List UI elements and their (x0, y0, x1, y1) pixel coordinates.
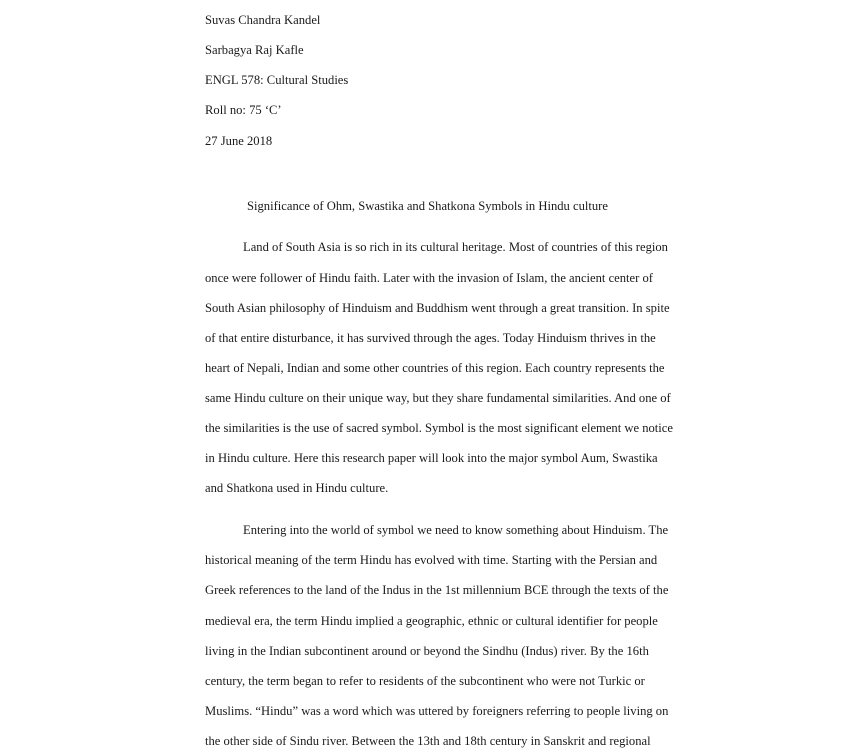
paragraph-line: the other side of Sindu river. Between the 13th and 18th century in Sanskrit and regional (205, 734, 651, 748)
author-name: Suvas Chandra Kandel (205, 13, 321, 27)
paragraph-line: of that entire disturbance, it has survived through the ages. Today Hinduism thrives in the (205, 330, 656, 345)
roll-number: Roll no: 75 ‘C’ (205, 103, 282, 118)
course-name: ENGL 578: Cultural Studies (205, 73, 349, 88)
paragraph-line: once were follower of Hindu faith. Later with the invasion of Islam, the ancient center of (205, 270, 653, 285)
paragraph-line: Greek references to the land of the Indus in the 1st millennium BCE through the texts of the (205, 583, 669, 598)
paragraph-line: Land of South Asia is so rich in its cultural heritage. Most of countries of this region (243, 240, 668, 255)
paragraph-line: and Shatkona used in Hindu culture. (205, 481, 389, 496)
paragraph-line: medieval era, the term Hindu implied a geographic, ethnic or cultural identifier for people (205, 613, 658, 628)
submission-date: 27 June 2018 (205, 133, 273, 148)
paragraph-line: same Hindu culture on their unique way, but they share fundamental similarities. And one of (205, 391, 671, 405)
paragraph-line: in Hindu culture. Here this research paper will look into the major symbol Aum, Swastika (205, 451, 658, 466)
instructor-name: Sarbagya Raj Kafle (205, 43, 304, 58)
paragraph-line: heart of Nepali, Indian and some other countries of this region. Each country represents the (205, 360, 665, 375)
paragraph-line: South Asian philosophy of Hinduism and Buddhism went through a great transition. In spite (205, 300, 670, 315)
paragraph-line: Entering into the world of symbol we need to know something about Hinduism. The (243, 523, 669, 538)
paragraph-line: living in the Indian subcontinent around or beyond the Sindhu (Indus) river. By the 16th (205, 643, 649, 658)
paragraph-line: century, the term began to refer to residents of the subcontinent who were not Turkic or (205, 673, 645, 688)
paper-title: Significance of Ohm, Swastika and Shatkona Symbols in Hindu culture (247, 198, 608, 213)
paragraph-line: historical meaning of the term Hindu has evolved with time. Starting with the Persian and (205, 553, 658, 568)
paragraph-line: Muslims. “Hindu” was a word which was uttered by foreigners referring to people living on (205, 703, 669, 718)
paragraph-line: the similarities is the use of sacred symbol. Symbol is the most significant element we notice (205, 421, 673, 436)
